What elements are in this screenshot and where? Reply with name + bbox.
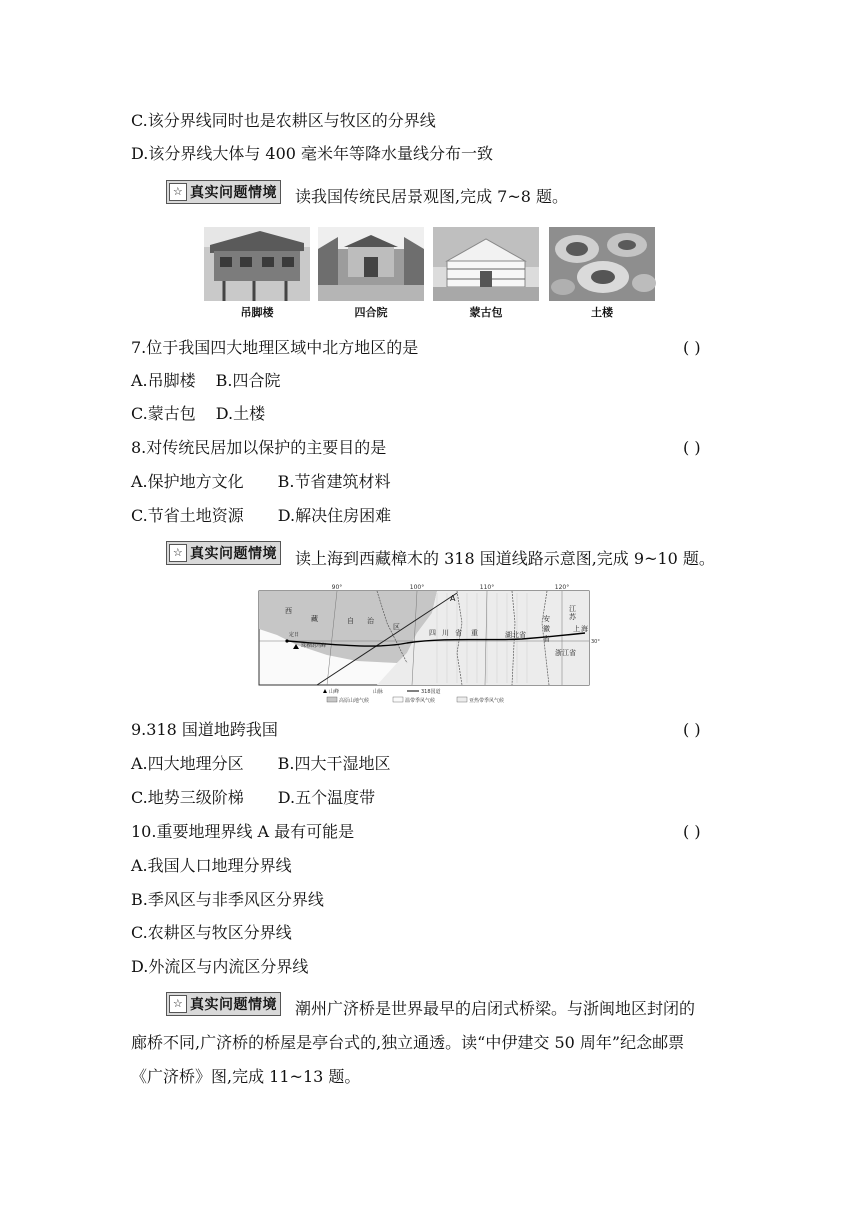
lon-120-label: 120° [554, 584, 570, 591]
region-char: 海 [581, 625, 588, 633]
legend-plateau: 高原山地气候 [339, 698, 370, 704]
lon-90-label: 90° [331, 584, 343, 591]
section2-intro: 读上海到西藏樟木的 318 国道线路示意图,完成 9~10 题。 [295, 549, 715, 568]
q10-option-b[interactable]: B.季风区与非季风区分界线 [131, 890, 324, 909]
q7-option-c[interactable]: C.蒙古包 [131, 404, 196, 423]
section1-intro: 读我国传统民居景观图,完成 7~8 题。 [295, 187, 569, 206]
q9-options-ab [131, 753, 391, 775]
q7-options-ab [131, 370, 281, 392]
city-label: 定日 [289, 632, 300, 638]
q8-option-a[interactable]: A.保护地方文化 [131, 472, 244, 491]
q10-option-a[interactable]: A.我国人口地理分界线 [131, 856, 292, 875]
region-char: 四 [429, 629, 436, 637]
q7-stem: 7.位于我国四大地理区域中北方地区的是 [131, 338, 419, 357]
region-char: 重 [471, 629, 478, 637]
region-char: 藏 [311, 615, 318, 623]
city-label: 珠穆朗玛峰 [301, 643, 327, 649]
lon-110-label: 110° [479, 584, 495, 591]
scenario-badge [166, 992, 281, 1016]
q9-stem: 9.318 国道地跨我国 [131, 720, 278, 739]
lon-100-label: 100° [409, 584, 425, 591]
q8-answer-paren[interactable]: ( ) [683, 438, 701, 457]
scenario-badge [166, 541, 281, 565]
badge-label: 真实问题情境 [190, 997, 277, 1013]
q7-option-a[interactable]: A.吊脚楼 [131, 371, 196, 390]
legend-range: 山脉 [373, 689, 384, 695]
region-char: 省 [543, 635, 550, 643]
q8-options-cd [131, 505, 391, 527]
region-char: 省 [455, 629, 462, 637]
legend-temperate: 温带季风气候 [405, 698, 436, 704]
region-char: 川 [442, 629, 449, 637]
option-c-prev: C.该分界线同时也是农耕区与牧区的分界线 [131, 111, 436, 130]
q10-option-d[interactable]: D.外流区与内流区分界线 [131, 957, 309, 976]
q9-option-d[interactable]: D.五个温度带 [277, 788, 376, 807]
q8-stem: 8.对传统民居加以保护的主要目的是 [131, 438, 387, 457]
region-char: 区 [393, 623, 400, 631]
badge-label: 真实问题情境 [190, 185, 277, 201]
route-318-map [257, 583, 600, 705]
region-char: 湖北省 [505, 631, 526, 639]
q8-option-b[interactable]: B.节省建筑材料 [277, 472, 391, 491]
option-d-prev: D.该分界线大体与 400 毫米年等降水量线分布一致 [131, 144, 494, 163]
q8-option-c[interactable]: C.节省土地资源 [131, 506, 244, 525]
caption-diaojiaolou: 吊脚楼 [240, 306, 274, 319]
caption-menggubao: 蒙古包 [469, 306, 503, 319]
star-icon: ☆ [169, 544, 187, 562]
section3-line3: 《广济桥》图,完成 11~13 题。 [131, 1067, 361, 1086]
star-icon: ☆ [169, 183, 187, 201]
caption-tulou: 土楼 [591, 306, 613, 319]
region-char: 自 [347, 617, 354, 625]
q7-option-d[interactable]: D.土楼 [215, 404, 266, 423]
q9-option-c[interactable]: C.地势三级阶梯 [131, 788, 244, 807]
region-char: 安 [543, 615, 550, 623]
q9-options-cd [131, 787, 375, 809]
q8-option-d[interactable]: D.解决住房困难 [277, 506, 392, 525]
legend-route: 318国道 [421, 689, 441, 695]
photo-tulou [549, 227, 655, 301]
q8-options-ab [131, 471, 391, 493]
photo-diaojiaolou [204, 227, 310, 301]
region-char: 浙江省 [555, 649, 576, 657]
q9-option-b[interactable]: B.四大干湿地区 [277, 754, 391, 773]
legend-peak: 山峰 [329, 689, 340, 695]
q9-option-a[interactable]: A.四大地理分区 [131, 754, 244, 773]
photo-menggubao [433, 227, 539, 301]
q9-answer-paren[interactable]: ( ) [683, 720, 701, 739]
legend-subtropical: 亚热带季风气候 [469, 698, 505, 704]
region-char: 徽 [543, 625, 550, 633]
region-char: 上 [573, 625, 580, 633]
region-char: 苏 [569, 613, 576, 621]
section3-line1: 潮州广济桥是世界最早的启闭式桥梁。与浙闽地区封闭的 [295, 999, 696, 1018]
scenario-badge [166, 180, 281, 204]
region-char: 治 [367, 617, 374, 625]
region-char: 江 [569, 605, 576, 613]
badge-label: 真实问题情境 [190, 546, 277, 562]
q7-options-cd [131, 403, 265, 425]
section3-line2: 廊桥不同,广济桥的桥屋是亭台式的,独立通透。读“中伊建交 50 周年”纪念邮票 [131, 1033, 685, 1052]
caption-siheyuan: 四合院 [354, 306, 388, 319]
q10-option-c[interactable]: C.农耕区与牧区分界线 [131, 923, 292, 942]
line-a-label: A [450, 594, 456, 603]
q7-answer-paren[interactable]: ( ) [683, 338, 701, 357]
star-icon: ☆ [169, 995, 187, 1013]
region-char: 西 [285, 607, 292, 615]
lat-30-label: 30° [591, 639, 600, 645]
photo-siheyuan [318, 227, 424, 301]
q10-answer-paren[interactable]: ( ) [683, 822, 701, 841]
q10-stem: 10.重要地理界线 A 最有可能是 [131, 822, 355, 841]
q7-option-b[interactable]: B.四合院 [215, 371, 281, 390]
